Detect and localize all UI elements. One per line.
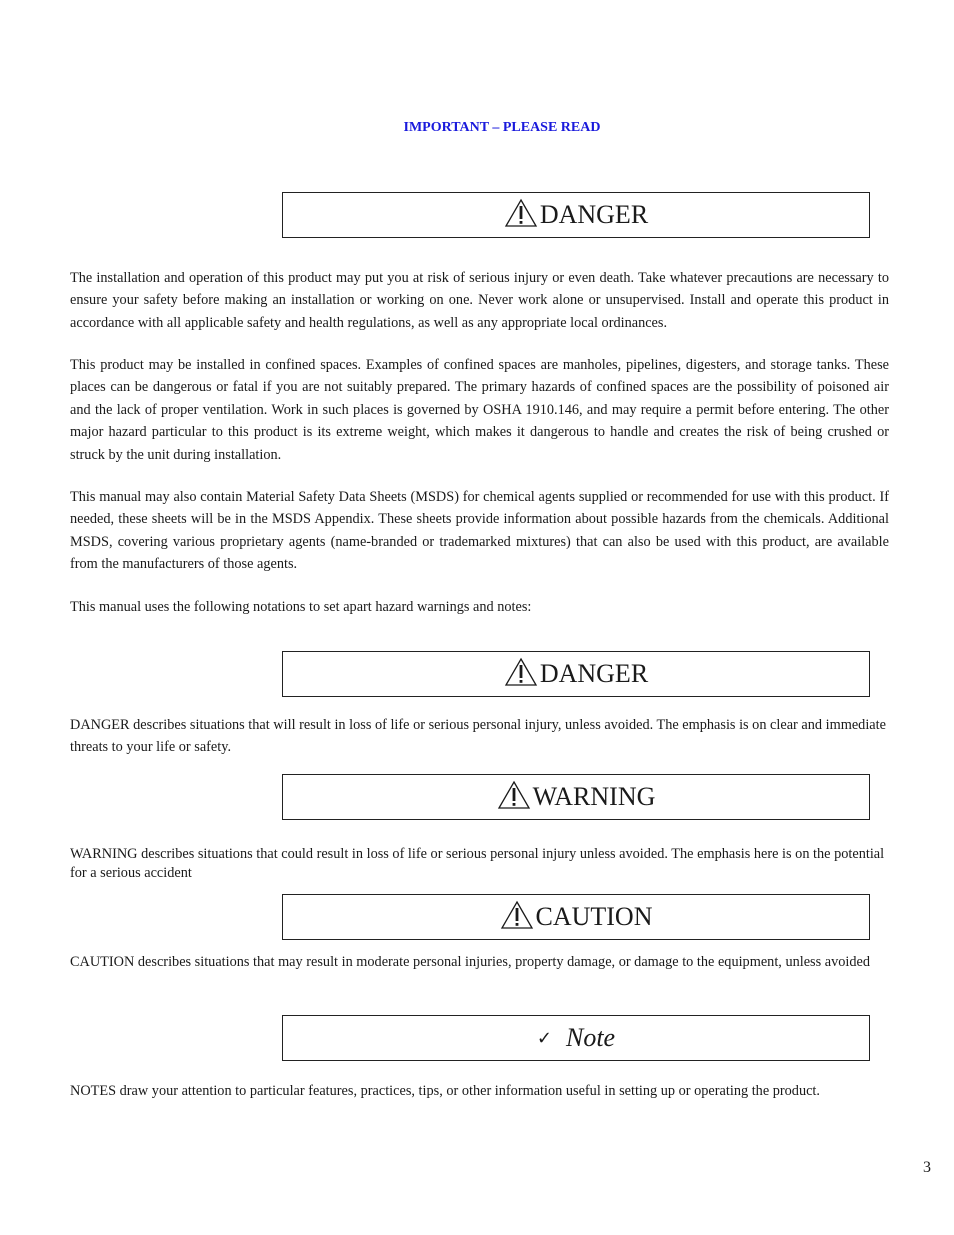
warning-triangle-icon	[497, 780, 531, 810]
page-heading: IMPORTANT – PLEASE READ	[403, 120, 601, 135]
danger-label: DANGER	[539, 659, 649, 688]
caution-description: CAUTION describes situations that may result in moderate personal injuries, property damage, or damage to the equipment, unless avoided	[70, 954, 871, 970]
note-label: Note	[565, 1023, 616, 1052]
warning-triangle-icon	[504, 657, 538, 687]
warning-triangle-icon	[500, 900, 534, 930]
notations-paragraph: This manual uses the following notations to set apart hazard warnings and notes:	[70, 599, 532, 615]
notes-description: NOTES draw your attention to particular features, practices, tips, or other information useful in setting up or operating the product.	[70, 1083, 820, 1099]
danger-banner	[282, 651, 870, 697]
danger-description: DANGER describes situations that will result in loss of life or serious personal injury, unless avoided. The emphasis is on clear and immediate threats to your life or safety.	[70, 717, 886, 756]
msds-paragraph: This manual may also contain Material Safety Data Sheets (MSDS) for chemical agents supplied or recommended for use with this product. If needed, these sheets will be in the MSDS Appendix. These sheets provide information about possible hazards from the chemicals. Additional MSDS, covering various proprietary agents (name-branded or trademarked mixtures) that can also be used with this product, are available from the manufacturers of those agents.	[70, 489, 889, 573]
checkmark-icon: ✓	[536, 1027, 552, 1049]
risk-paragraph: The installation and operation of this product may put you at risk of serious injury or even death. Take whatever precautions are necessary to ensure your safety before making an installation or working on one. Never work alone or unsupervised. Install and operate this product in accordance with all applicable safety and health regulations, as well as any appropriate local ordinances.	[70, 270, 889, 331]
warning-triangle-icon	[504, 198, 538, 228]
page-number: 3	[923, 1159, 931, 1176]
warning-description: WARNING describes situations that could result in loss of life or serious personal injury unless avoided. The emphasis here is on the potential for a serious accident	[70, 846, 885, 881]
warning-label: WARNING	[532, 782, 656, 811]
note-banner	[282, 1015, 870, 1061]
confined-spaces-paragraph: This product may be installed in confined spaces. Examples of confined spaces are manholes, pipelines, digesters, and storage tanks. These places can be dangerous or fatal if you are not suitably prepared. The primary hazards of confined spaces are the possibility of poisoned air and the lack of proper ventilation. Work in such places is governed by OSHA 1910.146, and may require a permit before entering. The other major hazard particular to this product is its extreme weight, which makes it dangerous to handle and creates the risk of being crushed or struck by the unit during installation.	[70, 357, 889, 463]
danger-banner-label: DANGER	[539, 200, 649, 229]
caution-label: CAUTION	[535, 902, 653, 931]
danger-banner-top	[282, 192, 870, 238]
caution-banner	[282, 894, 870, 940]
warning-banner	[282, 774, 870, 820]
